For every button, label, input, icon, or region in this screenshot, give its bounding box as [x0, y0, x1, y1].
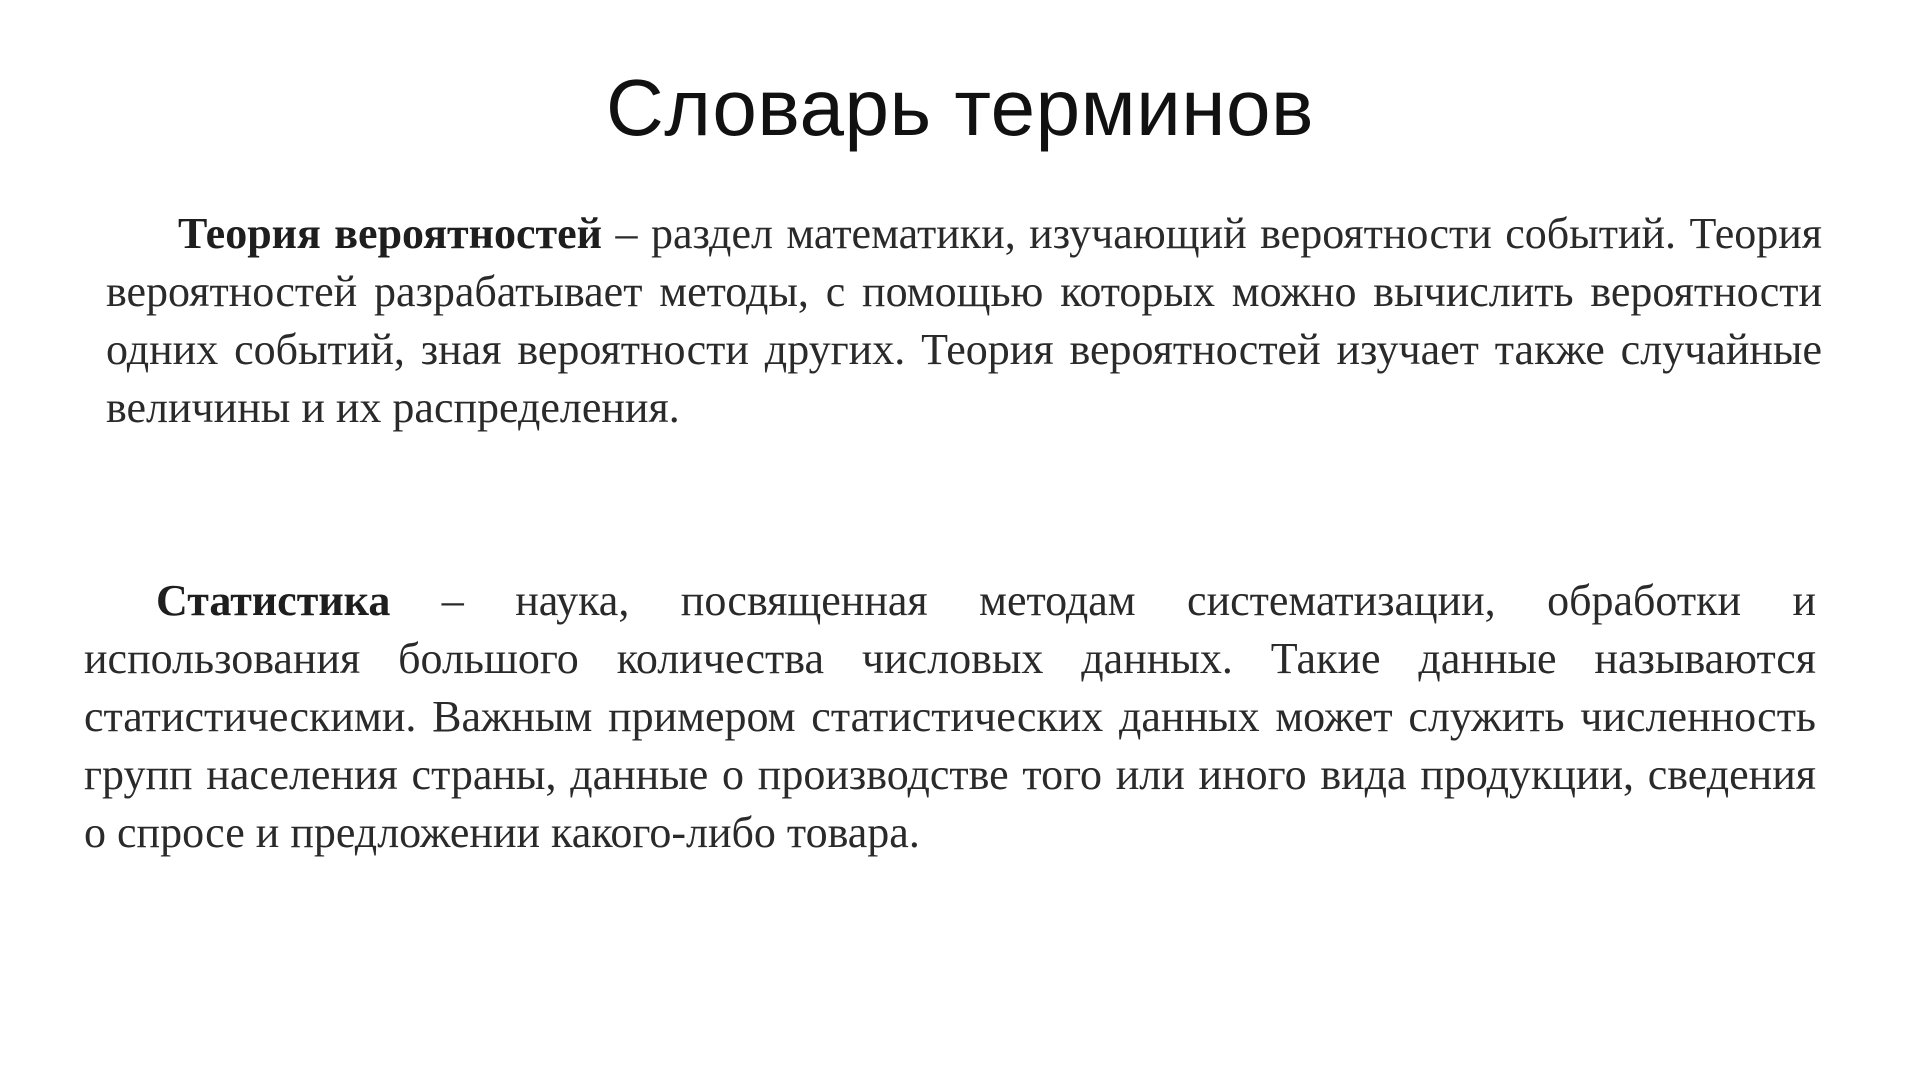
term-dash: –: [390, 576, 516, 625]
definition-text: наука, посвященная методам систематизации, обработки и использования большого количества числовых данных. Такие данные называются статистическими. Важным примером статистических данных может служить численность групп населения страны, данные о производстве того или иного вида продукции, сведения о спросе и предложении какого-либо товара.: [84, 576, 1816, 857]
slide-title: Словарь терминов: [606, 63, 1314, 152]
term-probability-theory: Теория вероятностей: [178, 209, 603, 258]
definition-probability-theory: [106, 205, 1822, 437]
term-statistics: Статистика: [156, 576, 391, 625]
term-dash: –: [602, 209, 651, 258]
definition-text: раздел математики, изучающий вероятности событий. Теория вероятностей разрабатывает методы, с помощью которых можно вычислить вероятности одних событий, зная вероятности других. Теория вероятностей изучает также случайные величины и их распределения.: [106, 209, 1823, 432]
definition-statistics: [84, 572, 1816, 862]
